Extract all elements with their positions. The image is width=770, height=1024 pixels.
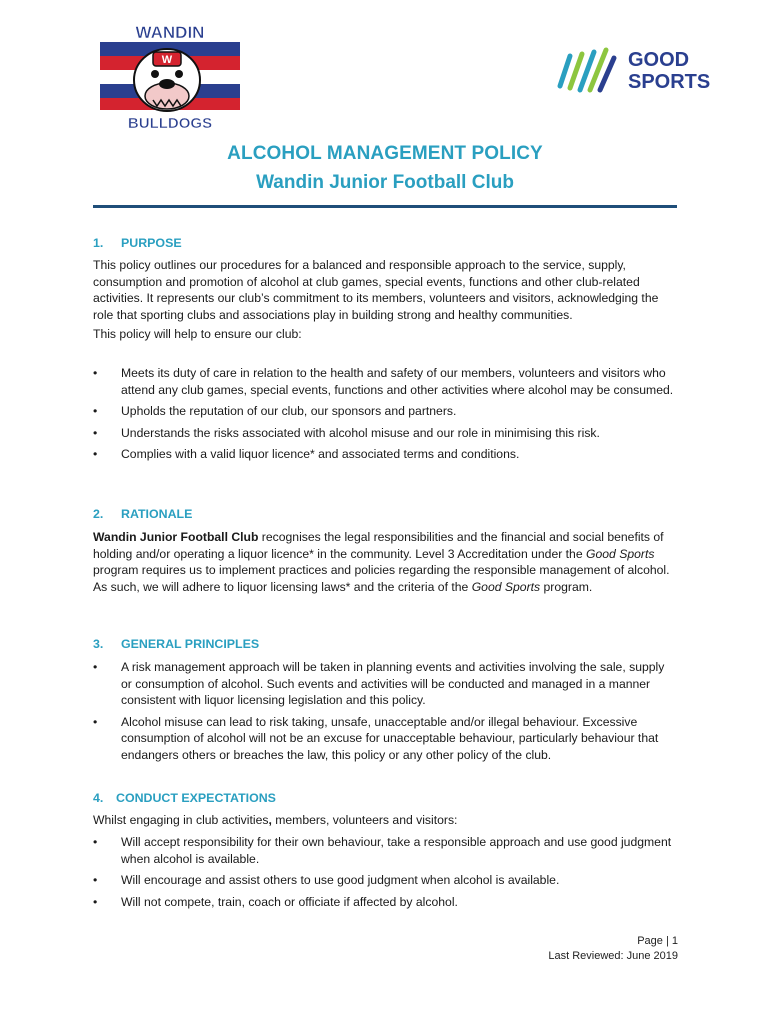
logo-text-sports: SPORTS [628, 71, 711, 93]
purpose-body [93, 257, 678, 343]
list-item: • Will not compete, train, coach or officiate if affected by alcohol. [93, 894, 458, 909]
section-number: 4. [93, 791, 104, 805]
good-sports-logo [556, 40, 721, 95]
wandin-bulldogs-logo [95, 22, 245, 132]
list-item: • Meets its duty of care in relation to the health and safety of our members, volunteers and visitors who attend any club games, special events, functions and other activities where alcohol may be consumed. [93, 366, 674, 397]
list-item: • Will accept responsibility for their own behaviour, take a responsible approach and use good judgment when alcohol is available. [93, 835, 672, 866]
logo-text-bulldogs: BULLDOGS [127, 115, 213, 132]
rationale-body [93, 529, 678, 595]
section-heading-rationale [93, 507, 192, 521]
bullet-icon: • [93, 404, 98, 419]
good-sports-name: Good Sports [471, 579, 541, 594]
list-item: • Upholds the reputation of our club, our sponsors and partners. [93, 404, 457, 419]
list-item: • Understands the risks associated with alcohol misuse and our role in minimising this risk. [93, 425, 600, 440]
bullet-icon: • [93, 873, 98, 888]
section-number: 1. [93, 236, 104, 250]
section-number: 2. [93, 507, 104, 521]
conduct-intro: Whilst engaging in club activities, members, volunteers and visitors: [93, 813, 458, 827]
good-sports-swoosh-icon [560, 50, 614, 90]
section-heading-principles [93, 637, 259, 651]
section-title: RATIONALE [121, 507, 193, 521]
rationale-paragraph: Wandin Junior Football Club recognises the legal responsibilities and the financial and social benefits of holding and/or operating a liquor licence* in the community. Level 3 Accreditation under the Good Sports program requires us to implement practices and policies regarding the responsible management of alcohol. As such, we will adhere to liquor licensing laws* and the criteria of the Good Sports program. [93, 530, 670, 594]
title-divider [93, 205, 677, 208]
section-number: 3. [93, 637, 104, 651]
last-reviewed: Last Reviewed: June 2019 [548, 950, 678, 962]
purpose-bullet-list [93, 365, 678, 463]
good-sports-name: Good Sports [586, 546, 655, 561]
page-number: Page | 1 [637, 935, 678, 947]
logo-text-good: GOOD [628, 49, 690, 71]
bullet-icon: • [93, 835, 98, 849]
section-title: PURPOSE [121, 236, 182, 250]
list-item: • Alcohol misuse can lead to risk taking, unsafe, unacceptable and/or illegal behaviour. Excessive consumption of alcohol will not be an excuse for unacceptable behaviour, particularly behaviour that endangers others or breaches the law, this policy or any other policy of the club. [93, 714, 659, 762]
purpose-intro: This policy will help to ensure our club: [93, 327, 302, 342]
bullet-icon: • [93, 366, 98, 380]
document-title: ALCOHOL MANAGEMENT POLICY [227, 143, 543, 164]
purpose-paragraph: This policy outlines our procedures for a balanced and responsible approach to the service, supply, consumption and promotion of alcohol at club games, special events, functions and other club-related activities. It represents our club’s commitment to its members, volunteers and visitors, acknowledging the role that sporting clubs and associations play in building strong and healthy communities. [93, 258, 659, 322]
bullet-icon: • [93, 425, 98, 440]
list-item: • A risk management approach will be taken in planning events and activities involving the sale, supply or consumption of alcohol. Such events and activities will be conducted and managed in a manner consistent with liquor licensing legislation and this policy. [93, 660, 665, 708]
logo-text-wandin: WANDIN [135, 23, 205, 42]
bullet-icon: • [93, 660, 98, 674]
section-heading-conduct [93, 791, 276, 805]
page-footer [548, 934, 678, 964]
principles-bullet-list [93, 659, 678, 764]
list-item: • Will encourage and assist others to use good judgment when alcohol is available. [93, 873, 560, 888]
conduct-bullet-list [93, 834, 678, 910]
club-name: Wandin Junior Football Club [93, 530, 259, 544]
section-title: GENERAL PRINCIPLES [121, 637, 260, 651]
bullet-icon: • [93, 714, 98, 729]
logo-badge-letter: W [161, 54, 173, 66]
section-title: CONDUCT EXPECTATIONS [116, 791, 276, 805]
section-heading-purpose [93, 236, 182, 250]
bullet-icon: • [93, 894, 98, 909]
document-subtitle: Wandin Junior Football Club [256, 172, 514, 193]
bullet-icon: • [93, 447, 98, 462]
list-item: • Complies with a valid liquor licence* and associated terms and conditions. [93, 447, 520, 462]
